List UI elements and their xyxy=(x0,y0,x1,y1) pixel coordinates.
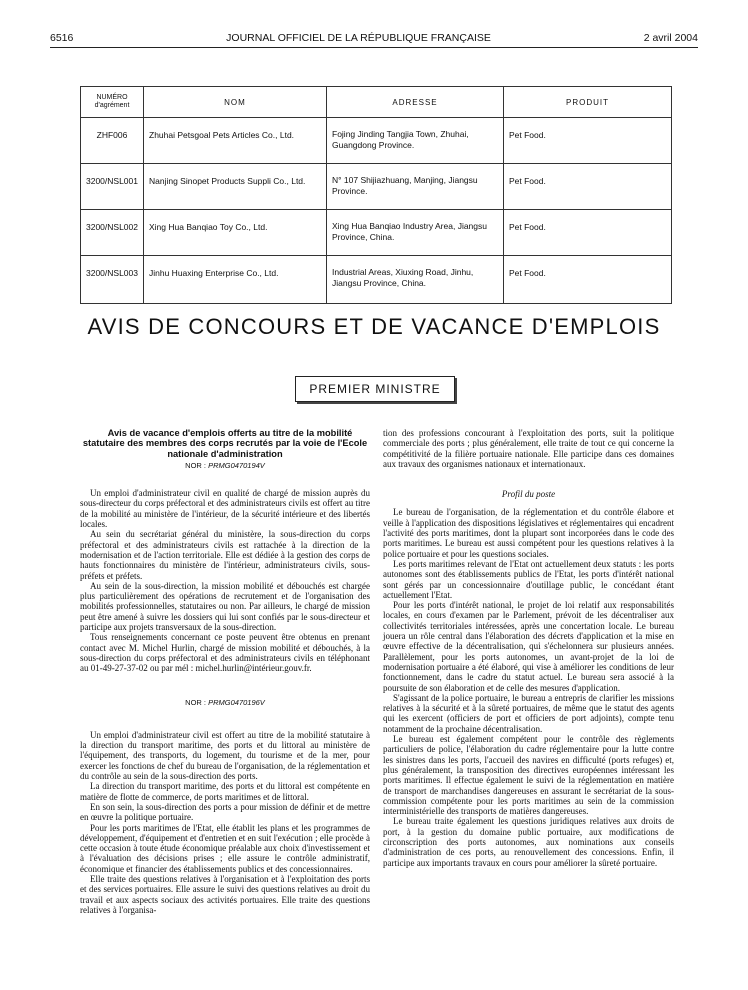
cell-numero: 3200/NSL001 xyxy=(81,164,144,210)
paragraph: En son sein, la sous-direction des ports a pour mission de définir et de mettre en œuvre la politique portuaire. xyxy=(80,801,370,823)
header-produit: PRODUIT xyxy=(504,87,672,118)
cell-adresse: Industrial Areas, Xiuxing Road, Jinhu, Jiangsu Province, China. xyxy=(327,256,504,304)
paragraph: Pour les ports maritimes de l'Etat, elle établit les plans et les programmes de développement, d'équipement et d'entretien et en suit l'exécution ; elle procède à cette occasion à toute étude économique préalable aux choix d'investissement et à l'évaluation des décisions prises ; elle assure le contrôle administratif, économique et financier des établissements publics et des concessionnaires. xyxy=(80,822,370,874)
paragraph: Tous renseignements concernant ce poste peuvent être obtenus en prenant contact avec M. Michel Hurlin, chargé de mission mobilité et débouchés, à la sous-direction du corps préfectoral et des administrateurs civils en téléphonant au 01-49-27-37-02 ou par mél : michel.hurlin@intérieur.gouv.fr. xyxy=(80,632,370,674)
nor-code: PRMG0470196V xyxy=(208,697,265,707)
cell-adresse: Fojing Jinding Tangjia Town, Zhuhai, Guangdong Province. xyxy=(327,118,504,164)
cell-nom: Jinhu Huaxing Enterprise Co., Ltd. xyxy=(144,256,327,304)
cell-produit: Pet Food. xyxy=(504,256,672,304)
cell-numero: 3200/NSL002 xyxy=(81,210,144,256)
article-title: Avis de vacance d'emplois offerts au titre de la mobilité statutaire des membres des corps recrutés par la voie de l'Ecole nationale d'administration xyxy=(82,428,368,459)
header-numero: NUMÉRO d'agrément xyxy=(81,87,144,118)
table-row xyxy=(81,210,672,256)
paragraph: tion des professions concourant à l'exploitation des ports, suit la politique commerciale des ports ; plus généralement, elle traite de tout ce qui concerne la compétitivité de la filière portuaire nationale. Elle participe dans ces domaines aux travaux des organismes nationaux et internationaux. xyxy=(383,428,674,469)
table-row xyxy=(81,256,672,304)
header-adresse: ADRESSE xyxy=(327,87,504,118)
paragraph: S'agissant de la police portuaire, le bureau a entrepris de clarifier les missions relatives à la sécurité et à la sûreté portuaires, de même que le statut des agents qui les exercent (officiers de port et officiers de port adjoints), compte tenu notamment de la prochaine décentralisation. xyxy=(383,692,674,734)
table-header-row xyxy=(81,87,672,118)
paragraph: Le bureau est également compétent pour le contrôle des règlements particuliers de police, l'élaboration du cadre réglementaire pour la lutte contre les sinistres dans les ports, l'accueil des navires en difficulté (ports refuges) et, plus généralement, la transposition des directives européennes intéressant les ports maritimes. Il effectue également le suivi de la réglementation en matière de transport de marchandises dangereuses en assurant le secrétariat de la sous-commission compétente pour les ports maritimes au sein de la commission interministérielle des transports de matières dangereuses. xyxy=(383,734,674,817)
paragraph: Un emploi d'administrateur civil en qualité de chargé de mission auprès du sous-directeur du corps préfectoral et des administrateurs civils est offert au titre de la mobilité au ministère de l'intérieur, de la sécurité intérieure et des libertés locales. xyxy=(80,488,370,530)
nor-reference-2 xyxy=(80,698,370,708)
header-rule xyxy=(50,47,698,48)
section-title: AVIS DE CONCOURS ET DE VACANCE D'EMPLOIS xyxy=(87,314,661,339)
paragraph: Les ports maritimes relevant de l'Etat ont actuellement deux statuts : les ports autonomes sont des établissements publics de l'Etat, les ports d'intérêt national sont gérés par un concessionnaire d'outillage public, le concédant étant actuellement l'Etat. xyxy=(383,558,674,600)
nor-reference-1 xyxy=(80,461,370,471)
right-column xyxy=(383,428,674,868)
cell-nom: Zhuhai Petsgoal Pets Articles Co., Ltd. xyxy=(144,118,327,164)
cell-produit: Pet Food. xyxy=(504,118,672,164)
paragraph: Le bureau de l'organisation, de la réglementation et du contrôle élabore et veille à l'application des dispositions législatives et réglementaires qui encadrent l'activité des ports maritimes, dont la plupart sont incorporées dans le code des ports maritimes. Le bureau est aussi compétent pour les questions relatives à la police portuaire et pour les questions sociales. xyxy=(383,507,674,559)
paragraph: Au sein de la sous-direction, la mission mobilité et débouchés est chargée plus particulièrement des opérations de recrutement et de l'organisation des mobilités professionnelles, statutaires ou non. Par ailleurs, le chargé de mission peut être amené à suivre les dossiers qui lui sont confiés par le sous-directeur et participe aux projets transversaux de la sous-direction. xyxy=(80,580,370,633)
table-row xyxy=(81,164,672,210)
publication-date: 2 avril 2004 xyxy=(643,32,698,44)
nor-label: NOR : xyxy=(185,460,207,470)
paragraph: Le bureau traite également les questions juridiques relatives aux droits de port, à la gestion du domaine public portuaire, aux modifications de circonscription des ports autonomes, aux nominations aux conseils d'administration de ces ports, au renouvellement des concessions. Enfin, il participe aux importants travaux en cours pour améliorer la sûreté portuaire. xyxy=(383,816,674,868)
paragraph: Elle traite des questions relatives à l'organisation et à l'exploitation des ports et des services portuaires. Elle assure le suivi des questions relatives au droit du travail et aux aspects sociaux des activités portuaires. Elle traite des questions relatives à l'organisa- xyxy=(80,873,370,915)
page-header xyxy=(50,30,698,46)
paragraph: Pour les ports d'intérêt national, le projet de loi relatif aux responsabilités locales, en cours d'examen par le Parlement, prévoit de les décentraliser aux collectivités territoriales intéressées, après une concertation locale. Le bureau jouera un rôle central dans l'élaboration des décrets d'application et la mise en œuvre effective de la décentralisation, qui s'échelonnera sur plusieurs années. Parallèlement, pour les ports autonomes, un avant-projet de la loi de modernisation portuaire a été élaboré, qui vise à améliorer les conditions de leur fonctionnement, dans le cadre du statut actuel. Le bureau sera associé à la poursuite de son élaboration et de celle des mesures d'application. xyxy=(383,600,674,693)
paragraph: Un emploi d'administrateur civil est offert au titre de la mobilité statutaire à la direction du transport maritime, des ports et du littoral au ministère de l'équipement, des transports, du logement, du tourisme et de la mer, pour exercer les fonctions de chef du bureau de l'organisation, de la réglementation et du contrôle au sein de la sous-direction des ports. xyxy=(80,729,370,782)
nor-label: NOR : xyxy=(185,697,207,707)
cell-nom: Nanjing Sinopet Products Suppli Co., Ltd. xyxy=(144,164,327,210)
cell-produit: Pet Food. xyxy=(504,210,672,256)
cell-adresse: N° 107 Shijiazhuang, Manjing, Jiangsu Province. xyxy=(327,164,504,210)
paragraph: Au sein du secrétariat général du ministère, la sous-direction du corps préfectoral et des administrateurs civils est rattachée à la direction de la modernisation et de l'action territoriale. Elle est dédiée à la gestion des corps de hauts fonctionnaires du ministère de l'intérieur, administrateurs civils, sous-préfets et préfets. xyxy=(80,529,370,581)
nor-code: PRMG0470194V xyxy=(208,460,265,470)
approval-table xyxy=(80,86,672,304)
page-number: 6516 xyxy=(50,32,74,44)
left-column xyxy=(80,428,370,915)
header-nom: NOM xyxy=(144,87,327,118)
cell-produit: Pet Food. xyxy=(504,164,672,210)
journal-title: JOURNAL OFFICIEL DE LA RÉPUBLIQUE FRANÇAISE xyxy=(226,32,491,44)
paragraph: La direction du transport maritime, des ports et du littoral est compétente en matière de flotte de commerce, de ports maritimes et de littoral. xyxy=(80,781,370,802)
cell-numero: 3200/NSL003 xyxy=(81,256,144,304)
table-row xyxy=(81,118,672,164)
cell-adresse: Xing Hua Banqiao Industry Area, Jiangsu Province, China. xyxy=(327,210,504,256)
cell-nom: Xing Hua Banqiao Toy Co., Ltd. xyxy=(144,210,327,256)
cell-numero: ZHF006 xyxy=(81,118,144,164)
profil-heading: Profil du poste xyxy=(501,489,556,500)
ministry-heading: PREMIER MINISTRE xyxy=(295,376,455,402)
